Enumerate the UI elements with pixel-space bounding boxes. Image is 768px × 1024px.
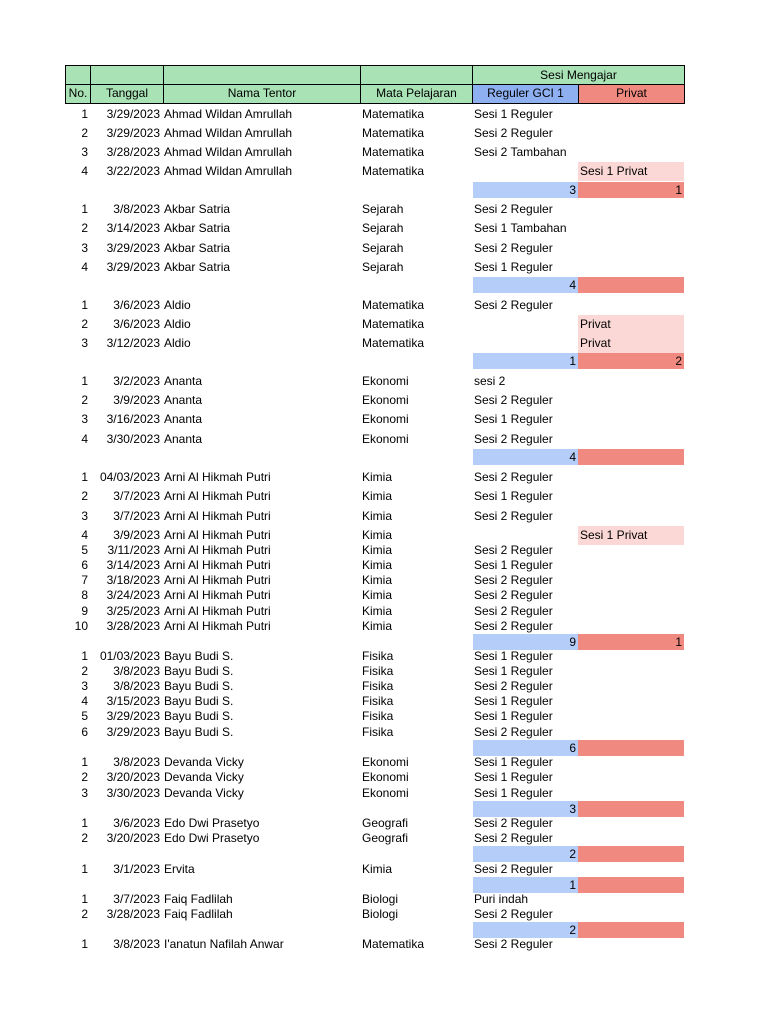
cell-no: 2 [81, 489, 88, 503]
cell-nama-tentor: Akbar Satria [164, 202, 231, 216]
cell-no: 1 [81, 937, 88, 951]
cell-nama-tentor: Ananta [164, 374, 203, 388]
cell-mata-pelajaran: Kimia [362, 604, 393, 618]
cell-mata-pelajaran: Matematika [362, 164, 425, 178]
cell-mata-pelajaran: Matematika [362, 937, 425, 951]
cell-mata-pelajaran: Sejarah [362, 260, 404, 274]
cell-nama-tentor: Bayu Budi S. [164, 709, 234, 723]
header-no: No. [65, 84, 91, 104]
subtotal-privat: 2 [578, 353, 684, 369]
cell-tanggal: 3/30/2023 [106, 786, 160, 800]
cell-no: 1 [81, 755, 88, 769]
cell-nama-tentor: Devanda Vicky [164, 786, 244, 800]
cell-tanggal: 04/03/2023 [99, 470, 160, 484]
cell-nama-tentor: Bayu Budi S. [164, 725, 234, 739]
cell-reguler: Sesi 1 Reguler [474, 786, 553, 800]
table-row [0, 258, 768, 277]
subtotal-reguler: 3 [473, 182, 578, 198]
cell-no: 4 [81, 164, 88, 178]
cell-reguler: Sesi 1 Reguler [474, 412, 553, 426]
cell-tanggal: 3/14/2023 [106, 558, 160, 572]
cell-no: 8 [81, 588, 88, 602]
cell-no: 2 [81, 770, 88, 784]
cell-nama-tentor: Arni Al Hikmah Putri [164, 528, 271, 542]
cell-tanggal: 3/18/2023 [106, 573, 160, 587]
cell-tanggal: 3/29/2023 [106, 107, 160, 121]
header-blank-tanggal [90, 65, 164, 85]
cell-tanggal: 3/28/2023 [106, 619, 160, 633]
cell-nama-tentor: Aldio [164, 336, 191, 350]
cell-reguler: Sesi 2 Reguler [474, 470, 553, 484]
cell-no: 3 [81, 412, 88, 426]
cell-reguler: Sesi 1 Reguler [474, 709, 553, 723]
cell-mata-pelajaran: Kimia [362, 558, 393, 572]
cell-nama-tentor: I'anatun Nafilah Anwar [164, 937, 284, 951]
cell-reguler: Sesi 1 Reguler [474, 260, 553, 274]
cell-nama-tentor: Arni Al Hikmah Putri [164, 543, 271, 557]
cell-reguler: Sesi 1 Reguler [474, 649, 553, 663]
table-row [0, 507, 768, 526]
cell-reguler: Puri indah [474, 892, 529, 906]
table-row [0, 200, 768, 219]
cell-tanggal: 3/25/2023 [106, 604, 160, 618]
cell-mata-pelajaran: Kimia [362, 489, 393, 503]
cell-nama-tentor: Arni Al Hikmah Putri [164, 558, 271, 572]
subtotal-reguler: 3 [473, 801, 578, 817]
table-row [0, 105, 768, 124]
cell-mata-pelajaran: Ekonomi [362, 770, 409, 784]
cell-tanggal: 3/7/2023 [113, 892, 160, 906]
cell-no: 1 [81, 374, 88, 388]
cell-reguler: Sesi 2 Reguler [474, 937, 553, 951]
cell-no: 1 [81, 816, 88, 830]
cell-no: 1 [81, 470, 88, 484]
cell-reguler: Sesi 1 Reguler [474, 107, 553, 121]
cell-nama-tentor: Arni Al Hikmah Putri [164, 588, 271, 602]
cell-tanggal: 3/6/2023 [113, 816, 160, 830]
subtotal-privat [578, 449, 684, 465]
cell-mata-pelajaran: Ekonomi [362, 412, 409, 426]
subtotal-privat: 1 [578, 634, 684, 650]
cell-reguler: Sesi 2 Reguler [474, 573, 553, 587]
cell-mata-pelajaran: Fisika [362, 649, 394, 663]
cell-no: 1 [81, 202, 88, 216]
table-row [0, 935, 768, 954]
cell-nama-tentor: Ervita [164, 862, 195, 876]
cell-tanggal: 3/30/2023 [106, 432, 160, 446]
cell-mata-pelajaran: Kimia [362, 528, 393, 542]
cell-reguler: Sesi 2 Reguler [474, 509, 553, 523]
cell-reguler: Sesi 2 Reguler [474, 393, 553, 407]
cell-tanggal: 3/29/2023 [106, 241, 160, 255]
cell-nama-tentor: Akbar Satria [164, 221, 231, 235]
table-row [0, 410, 768, 429]
cell-no: 7 [81, 573, 88, 587]
cell-no: 3 [81, 145, 88, 159]
cell-reguler: Sesi 1 Reguler [474, 558, 553, 572]
cell-tanggal: 3/8/2023 [113, 937, 160, 951]
cell-mata-pelajaran: Ekonomi [362, 786, 409, 800]
header-privat: Privat [578, 84, 685, 104]
cell-tanggal: 3/8/2023 [113, 679, 160, 693]
cell-tanggal: 3/24/2023 [106, 588, 160, 602]
cell-reguler: Sesi 2 Reguler [474, 816, 553, 830]
subtotal-reguler: 9 [473, 634, 578, 650]
cell-no: 2 [81, 221, 88, 235]
subtotal-reguler: 1 [473, 877, 578, 893]
subtotal-reguler: 6 [473, 740, 578, 756]
cell-reguler: Sesi 1 Reguler [474, 694, 553, 708]
cell-tanggal: 3/29/2023 [106, 725, 160, 739]
cell-mata-pelajaran: Ekonomi [362, 393, 409, 407]
cell-mata-pelajaran: Kimia [362, 470, 393, 484]
cell-tanggal: 3/28/2023 [106, 907, 160, 921]
cell-mata-pelajaran: Geografi [362, 816, 409, 830]
cell-mata-pelajaran: Matematika [362, 145, 425, 159]
header-mata-pelajaran: Mata Pelajaran [360, 84, 473, 104]
cell-no: 3 [81, 509, 88, 523]
cell-no: 9 [81, 604, 88, 618]
cell-mata-pelajaran: Kimia [362, 543, 393, 557]
cell-no: 4 [81, 694, 88, 708]
header-reguler: Reguler GCI 1 [472, 84, 579, 104]
cell-reguler: Sesi 1 Reguler [474, 755, 553, 769]
cell-no: 1 [81, 649, 88, 663]
cell-tanggal: 3/11/2023 [107, 543, 160, 557]
header-tanggal: Tanggal [90, 84, 164, 104]
cell-mata-pelajaran: Sejarah [362, 241, 404, 255]
cell-nama-tentor: Ahmad Wildan Amrullah [164, 145, 293, 159]
cell-mata-pelajaran: Fisika [362, 725, 394, 739]
cell-no: 4 [81, 432, 88, 446]
cell-mata-pelajaran: Fisika [362, 679, 394, 693]
cell-privat: Privat [578, 334, 684, 353]
cell-no: 2 [81, 393, 88, 407]
cell-tanggal: 3/8/2023 [113, 755, 160, 769]
cell-mata-pelajaran: Kimia [362, 619, 393, 633]
cell-reguler: sesi 2 [474, 374, 506, 388]
cell-tanggal: 3/16/2023 [106, 412, 160, 426]
subtotal-reguler: 4 [473, 449, 578, 465]
cell-nama-tentor: Faiq Fadlilah [164, 892, 233, 906]
cell-reguler: Sesi 2 Reguler [474, 588, 553, 602]
cell-nama-tentor: Akbar Satria [164, 241, 231, 255]
cell-reguler: Sesi 1 Reguler [474, 489, 553, 503]
cell-nama-tentor: Arni Al Hikmah Putri [164, 573, 271, 587]
cell-nama-tentor: Devanda Vicky [164, 755, 244, 769]
cell-tanggal: 3/28/2023 [106, 145, 160, 159]
cell-reguler: Sesi 2 Reguler [474, 725, 553, 739]
cell-reguler: Sesi 2 Reguler [474, 862, 553, 876]
header-blank-nama [163, 65, 361, 85]
subtotal-reguler: 4 [473, 277, 578, 293]
cell-reguler: Sesi 1 Reguler [474, 770, 553, 784]
cell-no: 2 [81, 831, 88, 845]
cell-no: 3 [81, 679, 88, 693]
cell-nama-tentor: Ahmad Wildan Amrullah [164, 126, 293, 140]
cell-tanggal: 3/7/2023 [113, 509, 160, 523]
header-blank-mapel [360, 65, 473, 85]
cell-nama-tentor: Aldio [164, 298, 191, 312]
cell-tanggal: 3/29/2023 [106, 260, 160, 274]
cell-nama-tentor: Devanda Vicky [164, 770, 244, 784]
cell-mata-pelajaran: Kimia [362, 588, 393, 602]
cell-reguler: Sesi 2 Reguler [474, 907, 553, 921]
cell-mata-pelajaran: Matematika [362, 107, 425, 121]
cell-tanggal: 3/12/2023 [106, 336, 160, 350]
cell-reguler: Sesi 2 Reguler [474, 298, 553, 312]
cell-no: 4 [81, 260, 88, 274]
table-row [0, 239, 768, 258]
cell-nama-tentor: Ahmad Wildan Amrullah [164, 107, 293, 121]
cell-no: 6 [81, 725, 88, 739]
cell-reguler: Sesi 2 Reguler [474, 126, 553, 140]
cell-mata-pelajaran: Ekonomi [362, 374, 409, 388]
cell-tanggal: 3/1/2023 [113, 862, 160, 876]
subtotal-reguler: 2 [473, 922, 578, 938]
table-row [0, 124, 768, 143]
cell-reguler: Sesi 2 Reguler [474, 679, 553, 693]
cell-mata-pelajaran: Matematika [362, 126, 425, 140]
cell-mata-pelajaran: Ekonomi [362, 755, 409, 769]
cell-tanggal: 3/7/2023 [113, 489, 160, 503]
cell-privat: Privat [578, 315, 684, 334]
cell-privat: Sesi 1 Privat [578, 162, 684, 181]
cell-tanggal: 3/9/2023 [113, 393, 160, 407]
cell-tanggal: 3/8/2023 [113, 664, 160, 678]
cell-nama-tentor: Bayu Budi S. [164, 694, 234, 708]
cell-tanggal: 3/6/2023 [113, 298, 160, 312]
table-row [0, 487, 768, 506]
cell-nama-tentor: Edo Dwi Prasetyo [164, 831, 260, 845]
cell-mata-pelajaran: Matematika [362, 317, 425, 331]
cell-tanggal: 3/29/2023 [106, 709, 160, 723]
cell-no: 6 [81, 558, 88, 572]
cell-nama-tentor: Faiq Fadlilah [164, 907, 233, 921]
cell-no: 2 [81, 317, 88, 331]
cell-mata-pelajaran: Geografi [362, 831, 409, 845]
table-row [0, 296, 768, 315]
cell-nama-tentor: Aldio [164, 317, 191, 331]
cell-no: 1 [81, 298, 88, 312]
cell-reguler: Sesi 2 Tambahan [474, 145, 567, 159]
cell-reguler: Sesi 2 Reguler [474, 604, 553, 618]
cell-no: 1 [81, 862, 88, 876]
cell-no: 5 [81, 709, 88, 723]
cell-nama-tentor: Ananta [164, 432, 203, 446]
subtotal-reguler: 2 [473, 846, 578, 862]
cell-no: 3 [81, 786, 88, 800]
cell-tanggal: 3/29/2023 [106, 126, 160, 140]
cell-tanggal: 3/8/2023 [113, 202, 160, 216]
cell-tanggal: 3/20/2023 [106, 770, 160, 784]
cell-mata-pelajaran: Matematika [362, 298, 425, 312]
cell-no: 2 [81, 126, 88, 140]
cell-nama-tentor: Arni Al Hikmah Putri [164, 489, 271, 503]
cell-nama-tentor: Arni Al Hikmah Putri [164, 604, 271, 618]
cell-no: 1 [81, 892, 88, 906]
cell-tanggal: 3/6/2023 [113, 317, 160, 331]
cell-reguler: Sesi 2 Reguler [474, 241, 553, 255]
cell-mata-pelajaran: Biologi [362, 892, 399, 906]
cell-mata-pelajaran: Matematika [362, 336, 425, 350]
cell-nama-tentor: Arni Al Hikmah Putri [164, 470, 271, 484]
cell-nama-tentor: Edo Dwi Prasetyo [164, 816, 260, 830]
cell-mata-pelajaran: Kimia [362, 862, 393, 876]
cell-no: 2 [81, 907, 88, 921]
cell-no: 10 [74, 619, 88, 633]
table-row [0, 315, 768, 334]
table-row [0, 334, 768, 353]
cell-no: 2 [81, 664, 88, 678]
table-row [0, 219, 768, 238]
cell-reguler: Sesi 2 Reguler [474, 202, 553, 216]
cell-nama-tentor: Ananta [164, 393, 203, 407]
header-sesi-mengajar: Sesi Mengajar [472, 65, 685, 85]
cell-tanggal: 3/22/2023 [106, 164, 160, 178]
cell-reguler: Sesi 2 Reguler [474, 432, 553, 446]
cell-tanggal: 3/15/2023 [106, 694, 160, 708]
cell-tanggal: 3/9/2023 [113, 528, 160, 542]
table-row [0, 162, 768, 181]
cell-mata-pelajaran: Fisika [362, 694, 394, 708]
cell-mata-pelajaran: Kimia [362, 573, 393, 587]
cell-nama-tentor: Akbar Satria [164, 260, 231, 274]
header-nama-tentor: Nama Tentor [163, 84, 361, 104]
cell-nama-tentor: Arni Al Hikmah Putri [164, 509, 271, 523]
cell-no: 3 [81, 241, 88, 255]
cell-mata-pelajaran: Ekonomi [362, 432, 409, 446]
cell-nama-tentor: Arni Al Hikmah Putri [164, 619, 271, 633]
cell-nama-tentor: Bayu Budi S. [164, 679, 234, 693]
header-blank-no [65, 65, 91, 85]
cell-mata-pelajaran: Sejarah [362, 221, 404, 235]
cell-tanggal: 3/14/2023 [106, 221, 160, 235]
subtotal-privat [578, 277, 684, 293]
cell-reguler: Sesi 2 Reguler [474, 831, 553, 845]
cell-reguler: Sesi 1 Tambahan [474, 221, 567, 235]
cell-mata-pelajaran: Biologi [362, 907, 399, 921]
cell-reguler: Sesi 1 Reguler [474, 664, 553, 678]
cell-no: 3 [81, 336, 88, 350]
cell-mata-pelajaran: Fisika [362, 664, 394, 678]
cell-tanggal: 01/03/2023 [99, 649, 160, 663]
cell-mata-pelajaran: Kimia [362, 509, 393, 523]
cell-reguler: Sesi 2 Reguler [474, 543, 553, 557]
cell-no: 5 [81, 543, 88, 557]
table-row [0, 468, 768, 487]
table-row [0, 430, 768, 449]
cell-nama-tentor: Bayu Budi S. [164, 664, 234, 678]
cell-tanggal: 3/2/2023 [113, 374, 160, 388]
cell-nama-tentor: Bayu Budi S. [164, 649, 234, 663]
cell-mata-pelajaran: Fisika [362, 709, 394, 723]
table-row [0, 391, 768, 410]
cell-no: 1 [81, 107, 88, 121]
table-row [0, 372, 768, 391]
table-row [0, 143, 768, 162]
cell-mata-pelajaran: Sejarah [362, 202, 404, 216]
cell-nama-tentor: Ananta [164, 412, 203, 426]
cell-nama-tentor: Ahmad Wildan Amrullah [164, 164, 293, 178]
subtotal-reguler: 1 [473, 353, 578, 369]
cell-tanggal: 3/20/2023 [106, 831, 160, 845]
cell-no: 4 [81, 528, 88, 542]
subtotal-privat: 1 [578, 182, 684, 198]
cell-privat: Sesi 1 Privat [578, 526, 684, 545]
cell-reguler: Sesi 2 Reguler [474, 619, 553, 633]
